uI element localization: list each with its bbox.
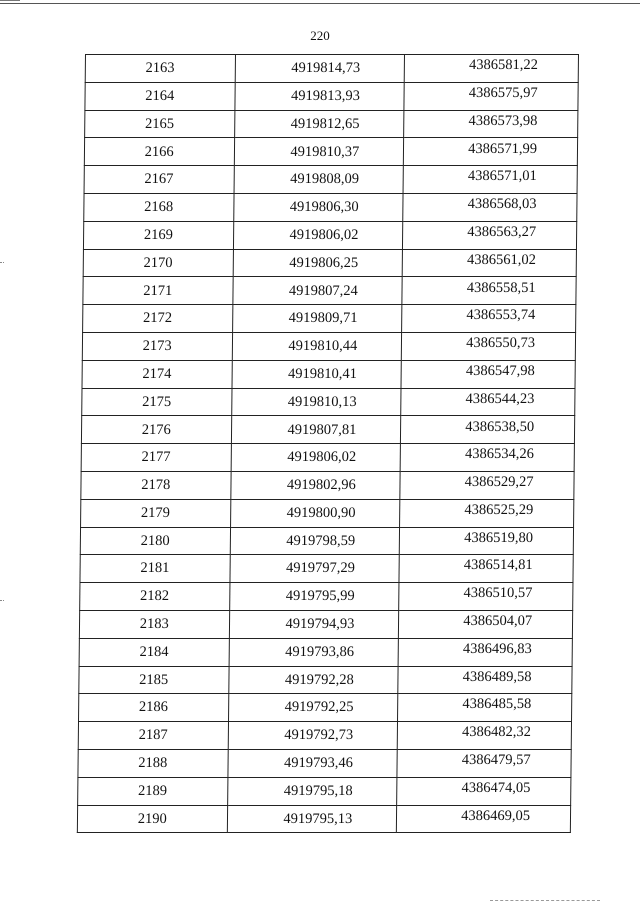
x-coordinate-cell xyxy=(231,444,401,472)
table-row xyxy=(84,193,577,221)
table-row xyxy=(79,638,572,666)
cell-value: 2172 xyxy=(142,310,173,327)
cell-value: 4386581,22 xyxy=(468,57,539,74)
cell-value: 4386496,83 xyxy=(462,640,532,657)
cell-value: 2168 xyxy=(144,199,174,216)
cell-value: 4386525,29 xyxy=(464,501,534,518)
cell-value: 4919806,25 xyxy=(289,254,359,271)
cell-value: 4386575,97 xyxy=(468,84,538,101)
cell-value: 2182 xyxy=(139,588,170,605)
point-number-cell xyxy=(79,610,229,638)
x-coordinate-cell xyxy=(230,527,400,555)
cell-value: 4386568,03 xyxy=(467,196,537,213)
point-number-cell xyxy=(79,638,229,666)
point-number-cell xyxy=(77,805,227,833)
y-coordinate-cell xyxy=(400,444,574,472)
cell-value: 4386510,57 xyxy=(463,585,533,602)
cell-value: 4919807,81 xyxy=(287,421,357,438)
x-coordinate-cell xyxy=(227,749,397,777)
table-row xyxy=(85,110,578,138)
x-coordinate-cell xyxy=(229,638,399,666)
cell-value: 2177 xyxy=(141,449,171,466)
table-row xyxy=(82,388,575,416)
cell-value: 2187 xyxy=(138,727,168,744)
x-coordinate-cell xyxy=(230,471,400,499)
x-coordinate-cell xyxy=(234,82,404,110)
x-coordinate-cell xyxy=(232,332,402,360)
cell-value: 4386519,80 xyxy=(464,529,534,546)
table-row xyxy=(78,722,571,750)
point-number-cell xyxy=(81,499,231,527)
cell-value: 2183 xyxy=(139,616,169,633)
cell-value: 4919792,28 xyxy=(284,671,354,688)
cell-value: 4919795,13 xyxy=(283,810,353,827)
x-coordinate-cell xyxy=(228,722,398,750)
cell-value: 4919814,73 xyxy=(291,60,361,77)
x-coordinate-cell xyxy=(234,166,404,194)
y-coordinate-cell xyxy=(398,694,572,722)
cell-value: 4919806,30 xyxy=(289,199,359,216)
x-coordinate-cell xyxy=(234,138,404,166)
x-coordinate-cell xyxy=(228,666,398,694)
cell-value: 4919812,65 xyxy=(290,115,360,132)
x-coordinate-cell xyxy=(227,777,397,805)
table-row xyxy=(78,777,571,805)
x-coordinate-cell xyxy=(230,499,400,527)
point-number-cell xyxy=(82,388,232,416)
point-number-cell xyxy=(82,360,232,388)
cell-value: 4919792,73 xyxy=(284,727,354,744)
cell-value: 2174 xyxy=(142,365,172,382)
cell-value: 4919813,93 xyxy=(290,87,360,104)
cell-value: 4386469,05 xyxy=(461,807,531,824)
cell-value: 4386514,81 xyxy=(463,557,533,574)
point-number-cell xyxy=(80,583,230,611)
y-coordinate-cell xyxy=(400,527,574,555)
cell-value: 4919810,13 xyxy=(287,393,357,410)
y-coordinate-cell xyxy=(404,55,578,83)
cell-value: 4919800,90 xyxy=(286,504,356,521)
cell-value: 2165 xyxy=(144,115,175,132)
cell-value: 4386563,27 xyxy=(467,223,537,240)
cell-value: 2171 xyxy=(143,282,173,299)
point-number-cell xyxy=(81,444,231,472)
cell-value: 2176 xyxy=(141,421,171,438)
y-coordinate-cell xyxy=(399,583,573,611)
table-row xyxy=(84,166,577,194)
point-number-cell xyxy=(85,110,235,138)
point-number-cell xyxy=(79,694,229,722)
cell-value: 4919793,46 xyxy=(283,755,353,772)
cell-value: 4919797,29 xyxy=(285,560,356,577)
table-row xyxy=(85,82,578,110)
x-coordinate-cell xyxy=(233,249,403,277)
cell-value: 4386485,58 xyxy=(462,696,532,713)
y-coordinate-cell xyxy=(397,749,571,777)
cell-value: 4386529,27 xyxy=(464,474,534,491)
x-coordinate-cell xyxy=(228,694,398,722)
cell-value: 4386547,98 xyxy=(465,362,535,379)
table-row xyxy=(81,499,574,527)
cell-value: 4386558,51 xyxy=(466,279,536,296)
point-number-cell xyxy=(85,82,235,110)
cell-value: 2181 xyxy=(140,560,170,577)
coordinates-table xyxy=(77,54,579,833)
cell-value: 4919806,02 xyxy=(289,226,359,243)
point-number-cell xyxy=(84,166,234,194)
cell-value: 2184 xyxy=(139,643,169,660)
cell-value: 2189 xyxy=(137,782,168,799)
cell-value: 4919802,96 xyxy=(286,477,356,494)
margin-mark xyxy=(0,262,4,263)
y-coordinate-cell xyxy=(397,777,571,805)
y-coordinate-cell xyxy=(398,666,572,694)
cell-value: 4386504,07 xyxy=(463,613,533,630)
table-row xyxy=(83,277,576,305)
cell-value: 4919810,41 xyxy=(288,365,358,382)
x-coordinate-cell xyxy=(229,583,399,611)
y-coordinate-cell xyxy=(403,166,577,194)
x-coordinate-cell xyxy=(231,388,401,416)
cell-value: 4386544,23 xyxy=(465,390,535,407)
cell-value: 4919807,24 xyxy=(288,282,358,299)
y-coordinate-cell xyxy=(399,610,573,638)
cell-value: 2173 xyxy=(142,338,172,355)
point-number-cell xyxy=(83,305,233,333)
x-coordinate-cell xyxy=(229,610,399,638)
table-row xyxy=(81,444,574,472)
point-number-cell xyxy=(84,138,234,166)
y-coordinate-cell xyxy=(399,555,573,583)
cell-value: 4386534,26 xyxy=(464,446,534,463)
cell-value: 4386489,58 xyxy=(462,668,532,685)
cell-value: 4919806,02 xyxy=(287,449,357,466)
cell-value: 2170 xyxy=(143,254,173,271)
y-coordinate-cell xyxy=(402,249,576,277)
y-coordinate-cell xyxy=(398,638,572,666)
point-number-cell xyxy=(78,777,228,805)
x-coordinate-cell xyxy=(234,110,404,138)
table-row xyxy=(84,138,577,166)
cell-value: 4386479,57 xyxy=(461,752,531,769)
table-row xyxy=(79,666,572,694)
x-coordinate-cell xyxy=(235,55,405,83)
cell-value: 2188 xyxy=(138,755,168,772)
scan-edge-mark xyxy=(0,0,20,1)
cell-value: 2180 xyxy=(140,532,170,549)
x-coordinate-cell xyxy=(231,416,401,444)
cell-value: 4386561,02 xyxy=(466,251,536,268)
cell-value: 4919795,18 xyxy=(283,782,353,799)
x-coordinate-cell xyxy=(232,305,402,333)
cell-value: 2185 xyxy=(139,671,169,688)
cell-value: 2178 xyxy=(141,477,171,494)
table-row xyxy=(80,527,573,555)
cell-value: 4919794,93 xyxy=(285,616,355,633)
y-coordinate-cell xyxy=(402,277,576,305)
point-number-cell xyxy=(81,471,231,499)
y-coordinate-cell xyxy=(397,722,571,750)
cell-value: 4919810,44 xyxy=(288,338,358,355)
table-row xyxy=(80,555,573,583)
x-coordinate-cell xyxy=(229,555,399,583)
cell-value: 2186 xyxy=(138,699,168,716)
table-row xyxy=(82,360,575,388)
table-row xyxy=(77,805,570,833)
point-number-cell xyxy=(78,722,228,750)
cell-value: 4919792,25 xyxy=(284,699,354,716)
cell-value: 2179 xyxy=(140,504,171,521)
cell-value: 4386550,73 xyxy=(466,335,536,352)
cell-value: 4386553,74 xyxy=(466,307,536,324)
cell-value: 4919795,99 xyxy=(285,588,355,605)
table-row xyxy=(81,416,574,444)
table-row xyxy=(80,583,573,611)
cell-value: 4386571,99 xyxy=(468,140,538,157)
table-row xyxy=(78,749,571,777)
cell-value: 4919810,37 xyxy=(290,143,360,160)
point-number-cell xyxy=(83,277,233,305)
table-row xyxy=(83,305,576,333)
point-number-cell xyxy=(83,249,233,277)
point-number-cell xyxy=(79,666,229,694)
y-coordinate-cell xyxy=(401,360,575,388)
point-number-cell xyxy=(85,55,235,83)
y-coordinate-cell xyxy=(403,221,577,249)
cell-value: 4919793,86 xyxy=(285,643,355,660)
x-coordinate-cell xyxy=(233,193,403,221)
cell-value: 4386482,32 xyxy=(462,724,532,741)
scan-bottom-mark xyxy=(490,900,600,901)
y-coordinate-cell xyxy=(404,138,578,166)
cell-value: 4386573,98 xyxy=(468,112,538,129)
table-row xyxy=(79,610,572,638)
cell-value: 4386571,01 xyxy=(467,168,537,185)
y-coordinate-cell xyxy=(404,82,578,110)
cell-value: 2167 xyxy=(144,171,174,188)
y-coordinate-cell xyxy=(397,805,571,833)
cell-value: 4919798,59 xyxy=(286,532,356,549)
y-coordinate-cell xyxy=(401,388,575,416)
cell-value: 4386474,05 xyxy=(461,779,531,796)
cell-value: 4386538,50 xyxy=(465,418,535,435)
point-number-cell xyxy=(81,416,231,444)
page-number: 220 xyxy=(310,28,330,43)
y-coordinate-cell xyxy=(400,499,574,527)
table-row xyxy=(82,332,575,360)
y-coordinate-cell xyxy=(402,332,576,360)
cell-value: 2166 xyxy=(144,143,174,160)
y-coordinate-cell xyxy=(404,110,578,138)
point-number-cell xyxy=(78,749,228,777)
table-row xyxy=(83,221,576,249)
coordinates-table-body xyxy=(77,55,578,833)
table-row xyxy=(83,249,576,277)
page-top-border xyxy=(0,3,640,4)
cell-value: 4919808,09 xyxy=(290,171,360,188)
cell-value: 2190 xyxy=(137,810,167,827)
point-number-cell xyxy=(83,221,233,249)
point-number-cell xyxy=(82,332,232,360)
y-coordinate-cell xyxy=(403,193,577,221)
table-row xyxy=(79,694,572,722)
x-coordinate-cell xyxy=(232,277,402,305)
cell-value: 2164 xyxy=(145,87,175,104)
point-number-cell xyxy=(80,555,230,583)
y-coordinate-cell xyxy=(402,305,576,333)
table-row xyxy=(85,55,578,83)
margin-mark xyxy=(0,600,4,601)
cell-value: 2175 xyxy=(142,393,172,410)
y-coordinate-cell xyxy=(401,416,575,444)
cell-value: 4919809,71 xyxy=(288,310,358,327)
cell-value: 2163 xyxy=(145,60,175,77)
point-number-cell xyxy=(84,193,234,221)
x-coordinate-cell xyxy=(233,221,403,249)
y-coordinate-cell xyxy=(400,471,574,499)
point-number-cell xyxy=(80,527,230,555)
table-row xyxy=(81,471,574,499)
x-coordinate-cell xyxy=(227,805,397,833)
cell-value: 2169 xyxy=(143,226,173,243)
x-coordinate-cell xyxy=(232,360,402,388)
